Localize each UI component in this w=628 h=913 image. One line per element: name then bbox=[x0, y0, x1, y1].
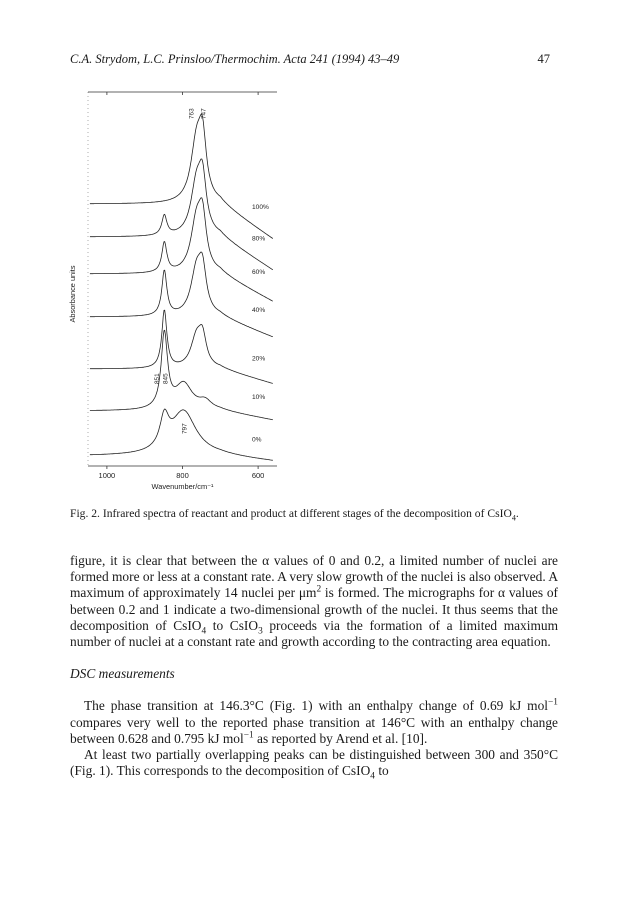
spectrum-20pct bbox=[90, 310, 273, 383]
peak-label-845: 845 bbox=[162, 373, 170, 384]
caption-text: Infrared spectra of reactant and product at different stages of the decomposition of CsIO bbox=[102, 507, 512, 520]
caption-label: Fig. 2. bbox=[70, 507, 100, 520]
series-label-80pct: 80% bbox=[252, 235, 266, 243]
paragraph-1 bbox=[70, 553, 558, 650]
series-label-40pct: 40% bbox=[252, 307, 266, 315]
p2-c: as reported by Arend et al. [10]. bbox=[253, 730, 428, 746]
spectrum-80pct bbox=[90, 159, 273, 270]
p2-sup1: −1 bbox=[548, 697, 558, 708]
x-tick-label-600: 600 bbox=[251, 471, 265, 480]
running-header bbox=[70, 52, 550, 67]
x-axis-label: Wavenumber/cm⁻¹ bbox=[151, 482, 214, 491]
p2-b: compares very well to the reported phase transition at 146°C with an enthalpy change between 0.628 and 0.795 kJ mol bbox=[70, 714, 558, 746]
figure-caption bbox=[70, 506, 558, 522]
p1-c: to CsIO bbox=[206, 617, 259, 633]
series-label-60pct: 60% bbox=[252, 269, 266, 276]
peak-label-851: 851 bbox=[154, 373, 162, 384]
p1-sub1: 4 bbox=[201, 626, 207, 637]
section-heading: DSC measurements bbox=[70, 666, 175, 682]
x-tick-label-1000: 1000 bbox=[98, 471, 116, 480]
p1-d: proceeds via the formation of a limited maximum number of nuclei at a constant rate and growth according to the contracting area equation. bbox=[70, 617, 558, 650]
p2-sup2: −1 bbox=[243, 730, 254, 741]
page-number: 47 bbox=[537, 52, 550, 66]
peak-label-797: 797 bbox=[181, 423, 189, 434]
series-label-10pct: 10% bbox=[252, 394, 266, 401]
series-label-20pct: 20% bbox=[252, 355, 266, 363]
p3-a: At least two partially overlapping peaks can be distinguished between 300 and 350°C (Fig. 1). This corresponds to the decomposition of CsIO bbox=[70, 747, 558, 779]
caption-sub: 4 bbox=[511, 513, 516, 523]
spectra-curves bbox=[90, 114, 273, 460]
series-label-0pct: 0% bbox=[252, 436, 262, 444]
p3-sub: 4 bbox=[370, 771, 375, 782]
p1-sup: 2 bbox=[316, 584, 322, 595]
ir-spectra-figure bbox=[60, 84, 300, 504]
series-label-100pct: 100% bbox=[252, 203, 269, 211]
spectrum-60pct bbox=[90, 198, 273, 301]
paragraph-2 bbox=[70, 698, 558, 747]
p1-b: is formed. The micrographs for α values of between 0.2 and 1 indicate a two-dimensional growth of the nuclei. It thus seems that the decomposition of CsIO bbox=[70, 585, 559, 633]
p3-b: to bbox=[374, 763, 389, 779]
p2-a: The phase transition at 146.3°C (Fig. 1) with an enthalpy change of 0.69 kJ mol bbox=[84, 698, 549, 714]
paragraph-3 bbox=[70, 747, 558, 782]
spectrum-100pct bbox=[90, 114, 273, 238]
body-text bbox=[70, 553, 559, 782]
plot-frame bbox=[88, 92, 277, 469]
caption-end: . bbox=[515, 507, 519, 520]
x-tick-label-800: 800 bbox=[176, 471, 189, 480]
peak-label-763: 763 bbox=[188, 108, 196, 119]
peak-label-747: 747 bbox=[200, 108, 208, 119]
spectrum-40pct bbox=[90, 252, 273, 337]
y-axis-label: Absorbance units bbox=[68, 265, 77, 323]
p1-a: figure, it is clear that between the α values of 0 and 0.2, a limited number of nuclei are formed more or less at a constant rate. A very slow growth of the nuclei is also observed. A maximum of approximately 14 nuclei per μm bbox=[70, 553, 558, 601]
running-head: C.A. Strydom, L.C. Prinsloo/Thermochim. Acta 241 (1994) 43–49 bbox=[70, 52, 400, 66]
p1-sub2: 3 bbox=[258, 626, 263, 637]
